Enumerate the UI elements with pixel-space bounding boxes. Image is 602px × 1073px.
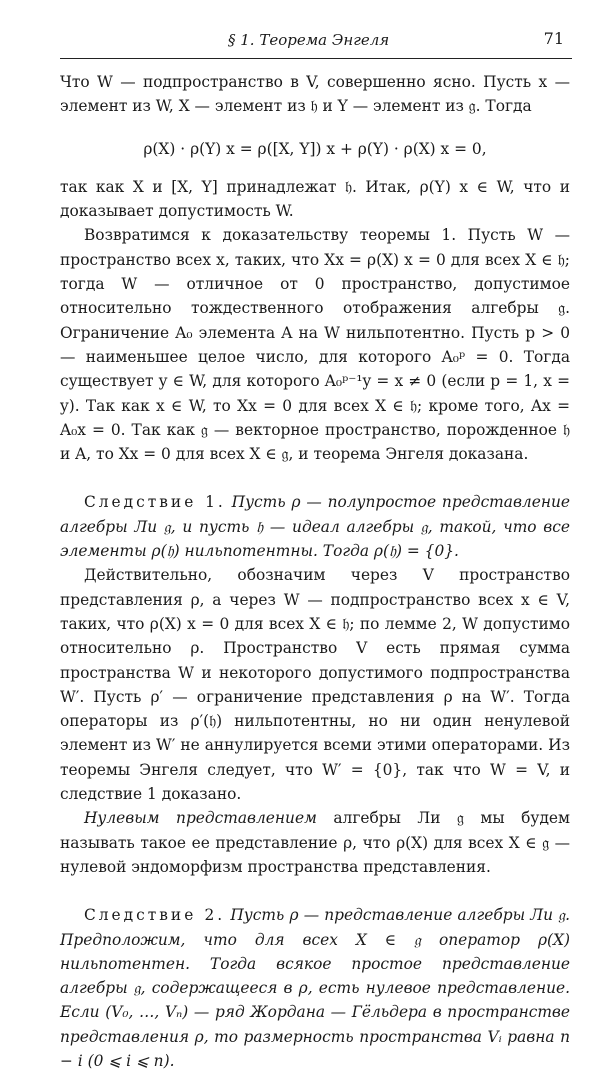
corollary-2 — [60, 903, 570, 1073]
defined-term: Нулевым представлением — [84, 809, 317, 828]
paragraph-corollary-1-proof: Действительно, обозначим через V пространство представления ρ, а через W — подпространство всех x ∈ V, таких, что ρ(X) x = 0 для всех X ∈ 𝔥; по лемме 2, W допустимо относительно ρ. Пространство V есть прямая сумма пространства W и некоторого допустимого подпространства W′. Пусть ρ′ — ограничение представления ρ на W′. Тогда операторы из ρ′(𝔥) нильпотентны, но ни один ненулевой элемент из W′ не аннулируется всеми этими операторами. Из теоремы Энгеля следует, что W′ = {0}, так что W = V, и следствие 1 доказано. — [60, 566, 570, 804]
section-gap — [60, 466, 570, 490]
section-gap — [60, 879, 570, 903]
paragraph-zero-representation — [60, 806, 570, 879]
page-number: 71 — [543, 29, 564, 48]
page-body — [60, 70, 570, 1073]
corollary-1-label: Следствие 1. — [84, 493, 226, 512]
corollary-1 — [60, 490, 570, 563]
paragraph-intro: Что W — подпространство в V, совершенно ясно. Пусть x — элемент из W, X — элемент из 𝔥 и Y — элемент из 𝔤. Тогда — [60, 73, 570, 116]
corollary-2-statement: Пусть ρ — представление алгебры Ли 𝔤. Предположим, что для всех X ∈ 𝔤 оператор ρ(X) нильпотентен. Тогда всякое простое представление алгебры 𝔤, содержащееся в ρ, есть нулевое представление. Если (V₀, …, Vₙ) — ряд Жордана — Гёльдера в пространстве представления ρ, то размерность пространства Vᵢ равна n − i (0 ⩽ i ⩽ n). — [60, 906, 570, 1070]
definition-text: алгебры Ли 𝔤 мы будем называть такое ее представление ρ, что ρ(X) для всех X ∈ 𝔤 — нулевой эндоморфизм пространства представления. — [60, 809, 570, 876]
paragraph-admissibility: так как X и [X, Y] принадлежат 𝔥. Итак, ρ(Y) x ∈ W, что и доказывает допустимость W. — [60, 177, 570, 221]
corollary-1-statement: Пусть ρ — полупростое представление алгебры Ли 𝔤, и пусть 𝔥 — идеал алгебры 𝔤, такой, что все элементы ρ(𝔥) нильпотентны. Тогда ρ(𝔥) = {0}. — [60, 493, 570, 561]
page-header — [60, 24, 572, 59]
running-title: § 1. Теорема Энгеля — [228, 31, 390, 49]
display-formula: ρ(X) · ρ(Y) x = ρ([X, Y]) x + ρ(Y) · ρ(X) x = 0, — [143, 139, 487, 158]
corollary-2-label: Следствие 2. — [84, 906, 226, 925]
paragraph-proof: Возвратимся к доказательству теоремы 1. Пусть W — пространство всех x, таких, что Xx = ρ(X) x = 0 для всех X ∈ 𝔥; тогда W — отличное от 0 пространство, допустимое относительно тождественного отображения алгебры 𝔤. Ограничение A₀ элемента A на W нильпотентно. Пусть p > 0 — наименьшее целое число, для которого A₀ᵖ = 0. Тогда существует y ∈ W, для которого A₀ᵖ⁻¹y = x ≠ 0 (если p = 1, x = y). Так как x ∈ W, то Xx = 0 для всех X ∈ 𝔥; кроме того, Ax = A₀x = 0. Так как 𝔤 — векторное пространство, порожденное 𝔥 и A, то Xx = 0 для всех X ∈ 𝔤, и теорема Энгеля доказана. — [60, 226, 570, 464]
